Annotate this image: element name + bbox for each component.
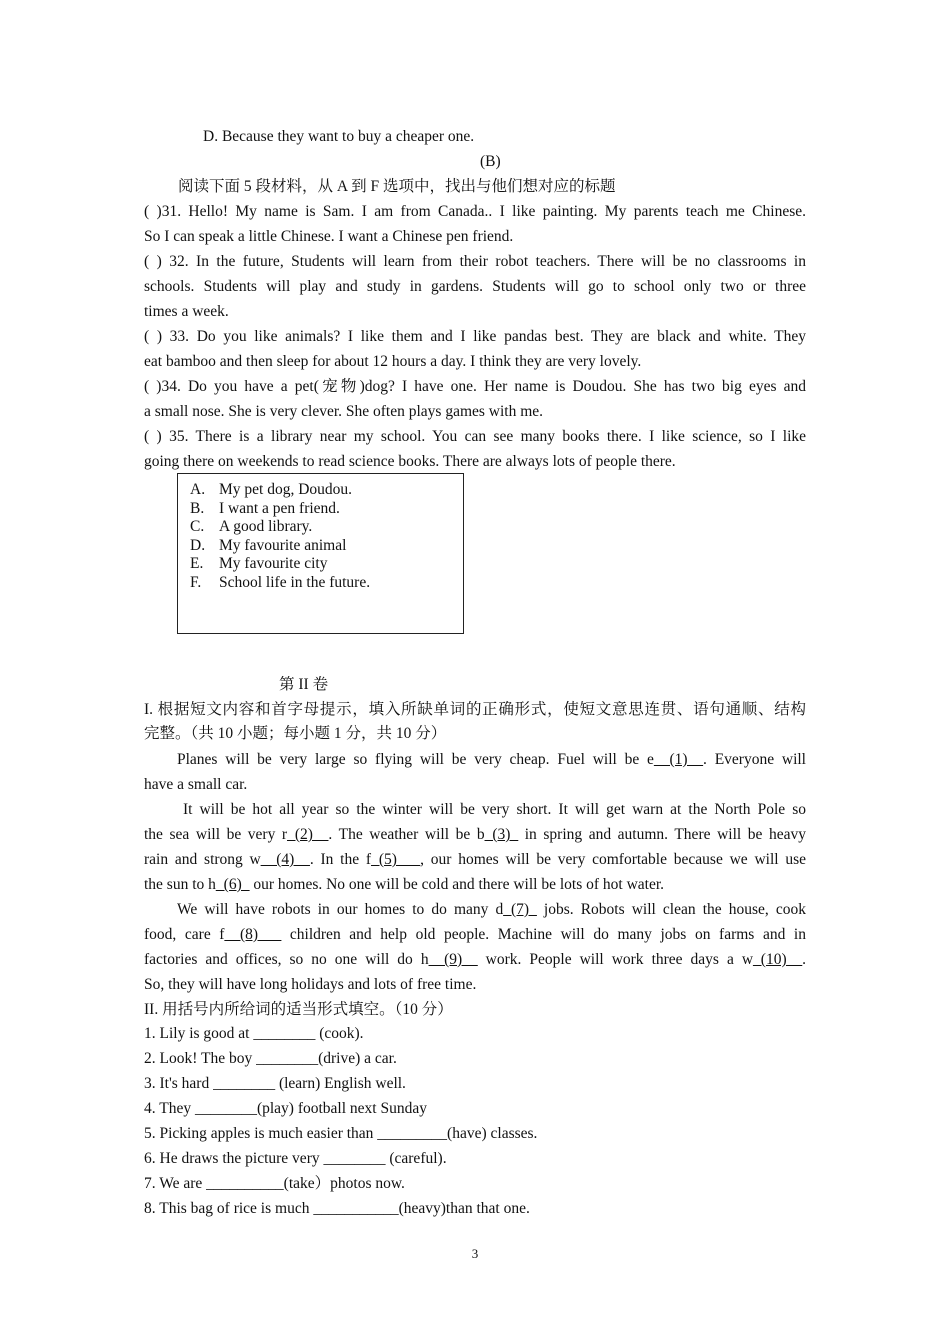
passage-text: Planes will be very large so flying will be very cheap. Fuel will be e <box>177 751 654 768</box>
option-key: F. <box>190 574 202 591</box>
option-item <box>190 481 352 500</box>
option-text: My favourite city <box>219 555 328 573</box>
question-34-line1: ( )34. Do you have a pet(宠物)dog? I have one. Her name is Doudou. She has two big eyes and <box>144 378 806 395</box>
passage-text: . Everyone will <box>703 751 806 768</box>
fill-item: 4. They ________(play) football next Sunday <box>144 1100 427 1117</box>
blank-7: _(7)_ <box>503 901 537 918</box>
question-32-line1: ( ) 32. In the future, Students will learn from their robot teachers. There will be no classrooms in <box>144 253 806 270</box>
question-33-line2: eat bamboo and then sleep for about 12 hours a day. I think they are very lovely. <box>144 353 642 370</box>
options-box <box>177 473 464 634</box>
fill-item: 3. It's hard ________ (learn) English well. <box>144 1075 406 1092</box>
passage-text: work. People will work three days a w <box>477 951 754 968</box>
option-key: D. <box>190 536 206 554</box>
passage-text: our homes. No one will be cold and there will be lots of hot water. <box>249 876 665 893</box>
option-key: E. <box>190 555 204 573</box>
question-33-line1: ( ) 33. Do you like animals? I like them and I like pandas best. They are black and white. They <box>144 328 806 345</box>
question-35-line2: going there on weekends to read science books. There are always lots of people there. <box>144 453 676 470</box>
blank-6: _(6)_ <box>215 876 250 893</box>
option-text: My favourite animal <box>219 536 347 554</box>
passage-line: It will be hot all year so the winter will be very short. It will get warn at the North Pole so <box>183 801 806 818</box>
question-31-line2: So I can speak a little Chinese. I want a Chinese pen friend. <box>144 228 514 245</box>
passage-text: . In the f <box>309 851 372 868</box>
section-1-instruction-line2: 完整。（共 10 小题；每小题 1 分，共 10 分） <box>144 725 447 742</box>
part-two-title: 第 II 卷 <box>279 676 329 693</box>
page-number: 3 <box>471 1246 479 1261</box>
fill-item: 5. Picking apples is much easier than _________(have) classes. <box>144 1125 538 1142</box>
option-key: B. <box>190 499 205 517</box>
question-32-line3: times a week. <box>144 303 229 320</box>
option-text: I want a pen friend. <box>219 499 340 517</box>
passage-line <box>144 947 806 972</box>
passage-text: food, care f <box>144 926 225 943</box>
blank-4: __(4)__ <box>260 851 310 868</box>
passage-text: jobs. Robots will clean the house, cook <box>536 901 806 918</box>
blank-3: _(3)_ <box>484 826 519 843</box>
passage-text: in spring and autumn. There will be heavy <box>518 826 806 843</box>
blank-10: _(10)__ <box>753 951 803 968</box>
passage-text: , our homes will be very comfortable because we will use <box>420 851 807 868</box>
fill-item: 6. He draws the picture very ________ (careful). <box>144 1150 447 1167</box>
fill-item: 2. Look! The boy ________(drive) a car. <box>144 1050 397 1067</box>
blank-5: _(5)___ <box>371 851 421 868</box>
fill-item: 1. Lily is good at ________ (cook). <box>144 1025 364 1042</box>
blank-9: __(9)__ <box>428 951 478 968</box>
option-item <box>190 574 370 593</box>
passage-line <box>177 747 806 772</box>
passage-text: . The weather will be b <box>328 826 485 843</box>
passage-text: . <box>802 951 806 968</box>
option-key: A. <box>190 481 206 498</box>
passage-line <box>144 847 806 872</box>
passage-text: We will have robots in our homes to do many d <box>177 901 504 918</box>
option-text: A good library. <box>219 518 313 536</box>
passage-line: have a small car. <box>144 776 248 793</box>
passage-line: So, they will have long holidays and lots of free time. <box>144 976 477 993</box>
passage-text: children and help old people. Machine will do many jobs on farms and in <box>281 926 806 943</box>
section-1-instruction-line1: I. 根据短文内容和首字母提示，填入所缺单词的正确形式，使短文意思连贯、语句通顺、结构 <box>144 701 806 718</box>
passage-line <box>144 822 806 847</box>
passage-line <box>144 872 806 897</box>
fill-item: 8. This bag of rice is much ___________(heavy)than that one. <box>144 1200 530 1217</box>
section-b-label: (B) <box>480 153 501 170</box>
option-item <box>190 518 312 537</box>
option-key: C. <box>190 518 205 536</box>
option-item <box>190 555 327 574</box>
passage-text: rain and strong w <box>144 851 261 868</box>
passage-text: the sun to h <box>144 876 216 893</box>
section-2-instruction: II. 用括号内所给词的适当形式填空。（10 分） <box>144 1001 453 1018</box>
option-text: My pet dog, Doudou. <box>219 481 353 498</box>
blank-8: __(8)___ <box>224 926 282 943</box>
blank-1: __(1)__ <box>653 751 704 768</box>
question-35-line1: ( ) 35. There is a library near my school. You can see many books there. I like science, so I like <box>144 428 806 445</box>
option-d-text: D. Because they want to buy a cheaper one. <box>203 128 475 145</box>
option-item <box>190 537 346 556</box>
question-34-line2: a small nose. She is very clever. She often plays games with me. <box>144 403 544 420</box>
option-text: School life in the future. <box>219 574 371 591</box>
passage-text: the sea will be very r <box>144 826 288 843</box>
question-31-line1: ( )31. Hello! My name is Sam. I am from Canada.. I like painting. My parents teach me Chinese. <box>144 203 806 220</box>
passage-line <box>177 897 806 922</box>
question-32-line2: schools. Students will play and study in gardens. Students will go to school only two or three <box>144 278 806 295</box>
blank-2: _(2)__ <box>287 826 329 843</box>
section-b-instruction: 阅读下面 5 段材料，从 A 到 F 选项中，找出与他们想对应的标题 <box>178 178 616 195</box>
passage-line <box>144 922 806 947</box>
option-item <box>190 500 340 519</box>
fill-item: 7. We are __________(take）photos now. <box>144 1175 405 1192</box>
passage-text: factories and offices, so no one will do h <box>144 951 429 968</box>
